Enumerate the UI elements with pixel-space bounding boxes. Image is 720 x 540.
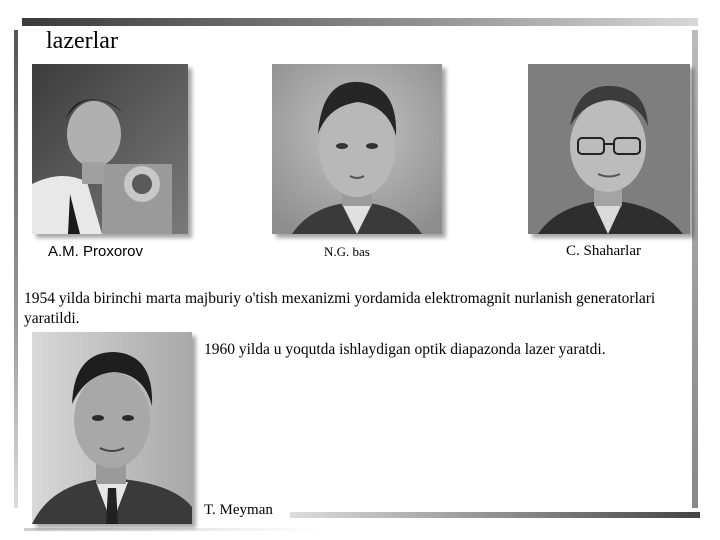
bottom-thin-bar [24,528,324,531]
paragraph-1954: 1954 yilda birinchi marta majburiy o'tish mexanizmi yordamida elektromagnit nurlanish generatorlari yaratildi. [24,290,656,327]
slide-title: lazerlar [46,28,118,54]
caption-basov: N.G. bas [324,244,370,259]
bottom-decorative-bar [290,512,700,518]
caption-proxorov: A.M. Proxorov [48,243,144,260]
portrait-basov [272,64,442,234]
right-decorative-bar [692,30,698,508]
left-decorative-bar [14,30,18,508]
portrait-proxorov [32,64,188,234]
portrait-meyman [32,332,192,524]
paragraph-1960: 1960 yilda u yoqutda ishlaydigan optik diapazonda lazer yaratdi. [204,341,606,358]
top-decorative-bar [22,18,698,26]
portrait-shaharlar [528,64,690,234]
caption-meyman: T. Meyman [204,502,273,518]
caption-shaharlar: C. Shaharlar [566,243,641,259]
